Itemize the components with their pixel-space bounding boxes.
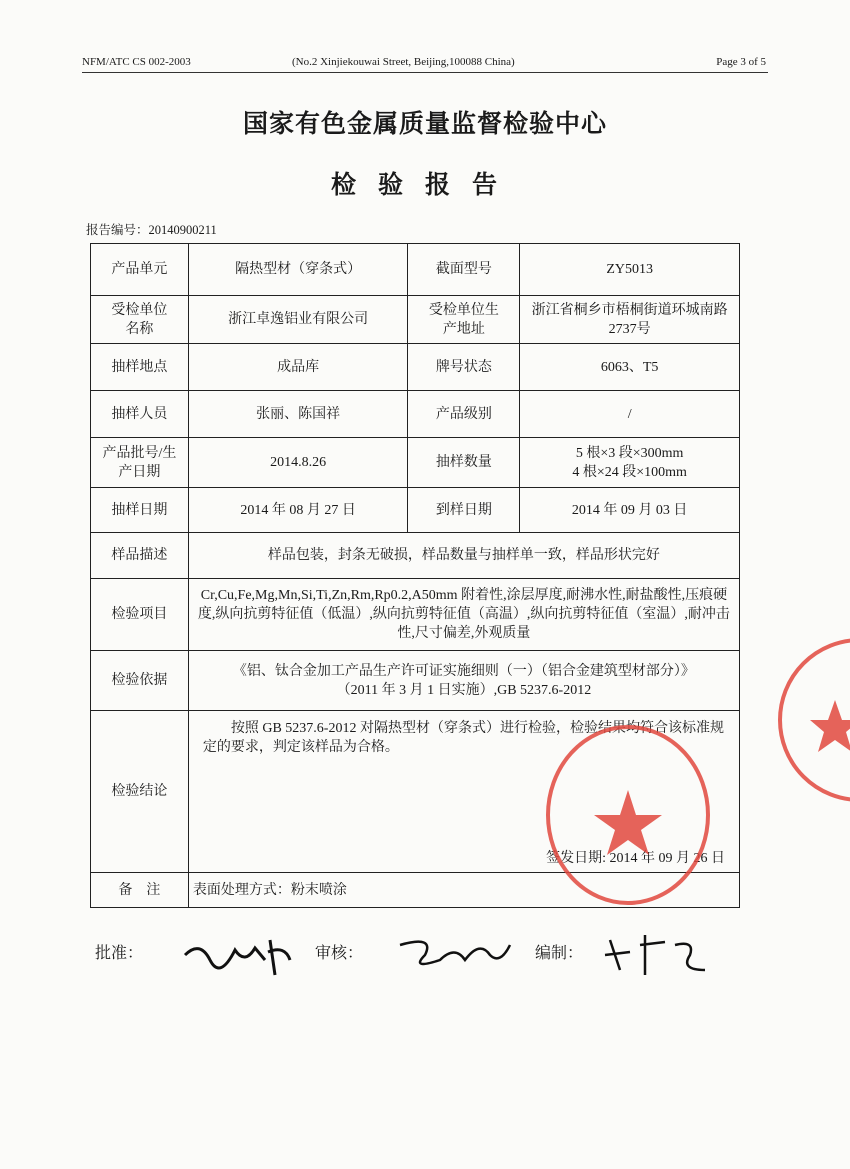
signature-review <box>395 930 515 980</box>
doc-code: NFM/ATC CS 002-2003 <box>82 56 191 68</box>
value: 成品库 <box>188 344 408 391</box>
page-number: Page 3 of 5 <box>716 56 766 68</box>
signature-approve <box>180 930 300 980</box>
value: Cr,Cu,Fe,Mg,Mn,Si,Ti,Zn,Rm,Rp0.2,A50mm 附着性,涂层厚度,耐沸水性,耐盐酸性,压痕硬度,纵向抗剪特征值（低温）,纵向抗剪特征值（高温）,纵向抗剪特征值（室温）,耐冲击性,尺寸偏差,外观质量 <box>188 579 739 651</box>
value: ZY5013 <box>520 244 740 296</box>
label: 产品批号/生产日期 <box>91 438 189 488</box>
value: 样品包装，封条无破损，样品数量与抽样单一致，样品形状完好 <box>188 533 739 579</box>
conclusion-text: 按照 GB 5237.6-2012 对隔热型材（穿条式）进行检验，检验结果均符合该标准规定的要求，判定该样品为合格。 <box>202 721 724 755</box>
value: 2014.8.26 <box>188 438 408 488</box>
review-label: 审核： <box>315 943 364 962</box>
page-header <box>82 56 768 73</box>
label: 到样日期 <box>408 488 520 533</box>
label: 受检单位生产地址 <box>408 296 520 344</box>
basis-line: （2011 年 3 月 1 日实施）,GB 5237.6-2012 <box>336 682 592 698</box>
value: 浙江卓逸铝业有限公司 <box>188 296 408 344</box>
value: 表面处理方式：粉末喷涂 <box>188 873 739 908</box>
approve-label: 批准： <box>95 943 144 962</box>
label: 备 注 <box>91 873 189 908</box>
official-stamp <box>540 720 720 910</box>
label: 抽样人员 <box>91 391 189 438</box>
value <box>188 651 739 711</box>
value: 2014 年 08 月 27 日 <box>188 488 408 533</box>
label: 抽样日期 <box>91 488 189 533</box>
signature-compile <box>600 930 720 980</box>
label: 产品级别 <box>408 391 520 438</box>
label: 检验依据 <box>91 651 189 711</box>
value: 张丽、陈国祥 <box>188 391 408 438</box>
address: (No.2 Xinjiekouwai Street, Beijing,100088 China) <box>292 56 515 68</box>
value: / <box>520 391 740 438</box>
basis-line: 《铝、钛合金加工产品生产许可证实施细则（一）（铝合金建筑型材部分）》 <box>232 663 695 679</box>
compile-label: 编制： <box>535 943 584 962</box>
label: 受检单位名称 <box>91 296 189 344</box>
label: 抽样数量 <box>408 438 520 488</box>
report-title: 检验报告 <box>330 170 519 199</box>
value: 2014 年 09 月 03 日 <box>520 488 740 533</box>
label: 样品描述 <box>91 533 189 579</box>
label: 抽样地点 <box>91 344 189 391</box>
value: 6063、T5 <box>520 344 740 391</box>
label: 产品单元 <box>91 244 189 296</box>
page-title: 国家有色金属质量监督检验中心 <box>242 109 607 138</box>
qty-line: 4 根×24 段×100mm <box>572 464 687 480</box>
issue-date: 签发日期: 2014 年 09 月 26 日 <box>546 851 725 866</box>
value <box>520 438 740 488</box>
report-number: 报告编号：20140900211 <box>86 223 217 237</box>
value: 浙江省桐乡市梧桐街道环城南路2737号 <box>520 296 740 344</box>
label: 检验项目 <box>91 579 189 651</box>
value: 隔热型材（穿条式） <box>188 244 408 296</box>
label: 牌号状态 <box>408 344 520 391</box>
label: 截面型号 <box>408 244 520 296</box>
qty-line: 5 根×3 段×300mm <box>575 445 684 461</box>
label: 检验结论 <box>91 711 189 873</box>
partial-stamp <box>770 630 850 810</box>
